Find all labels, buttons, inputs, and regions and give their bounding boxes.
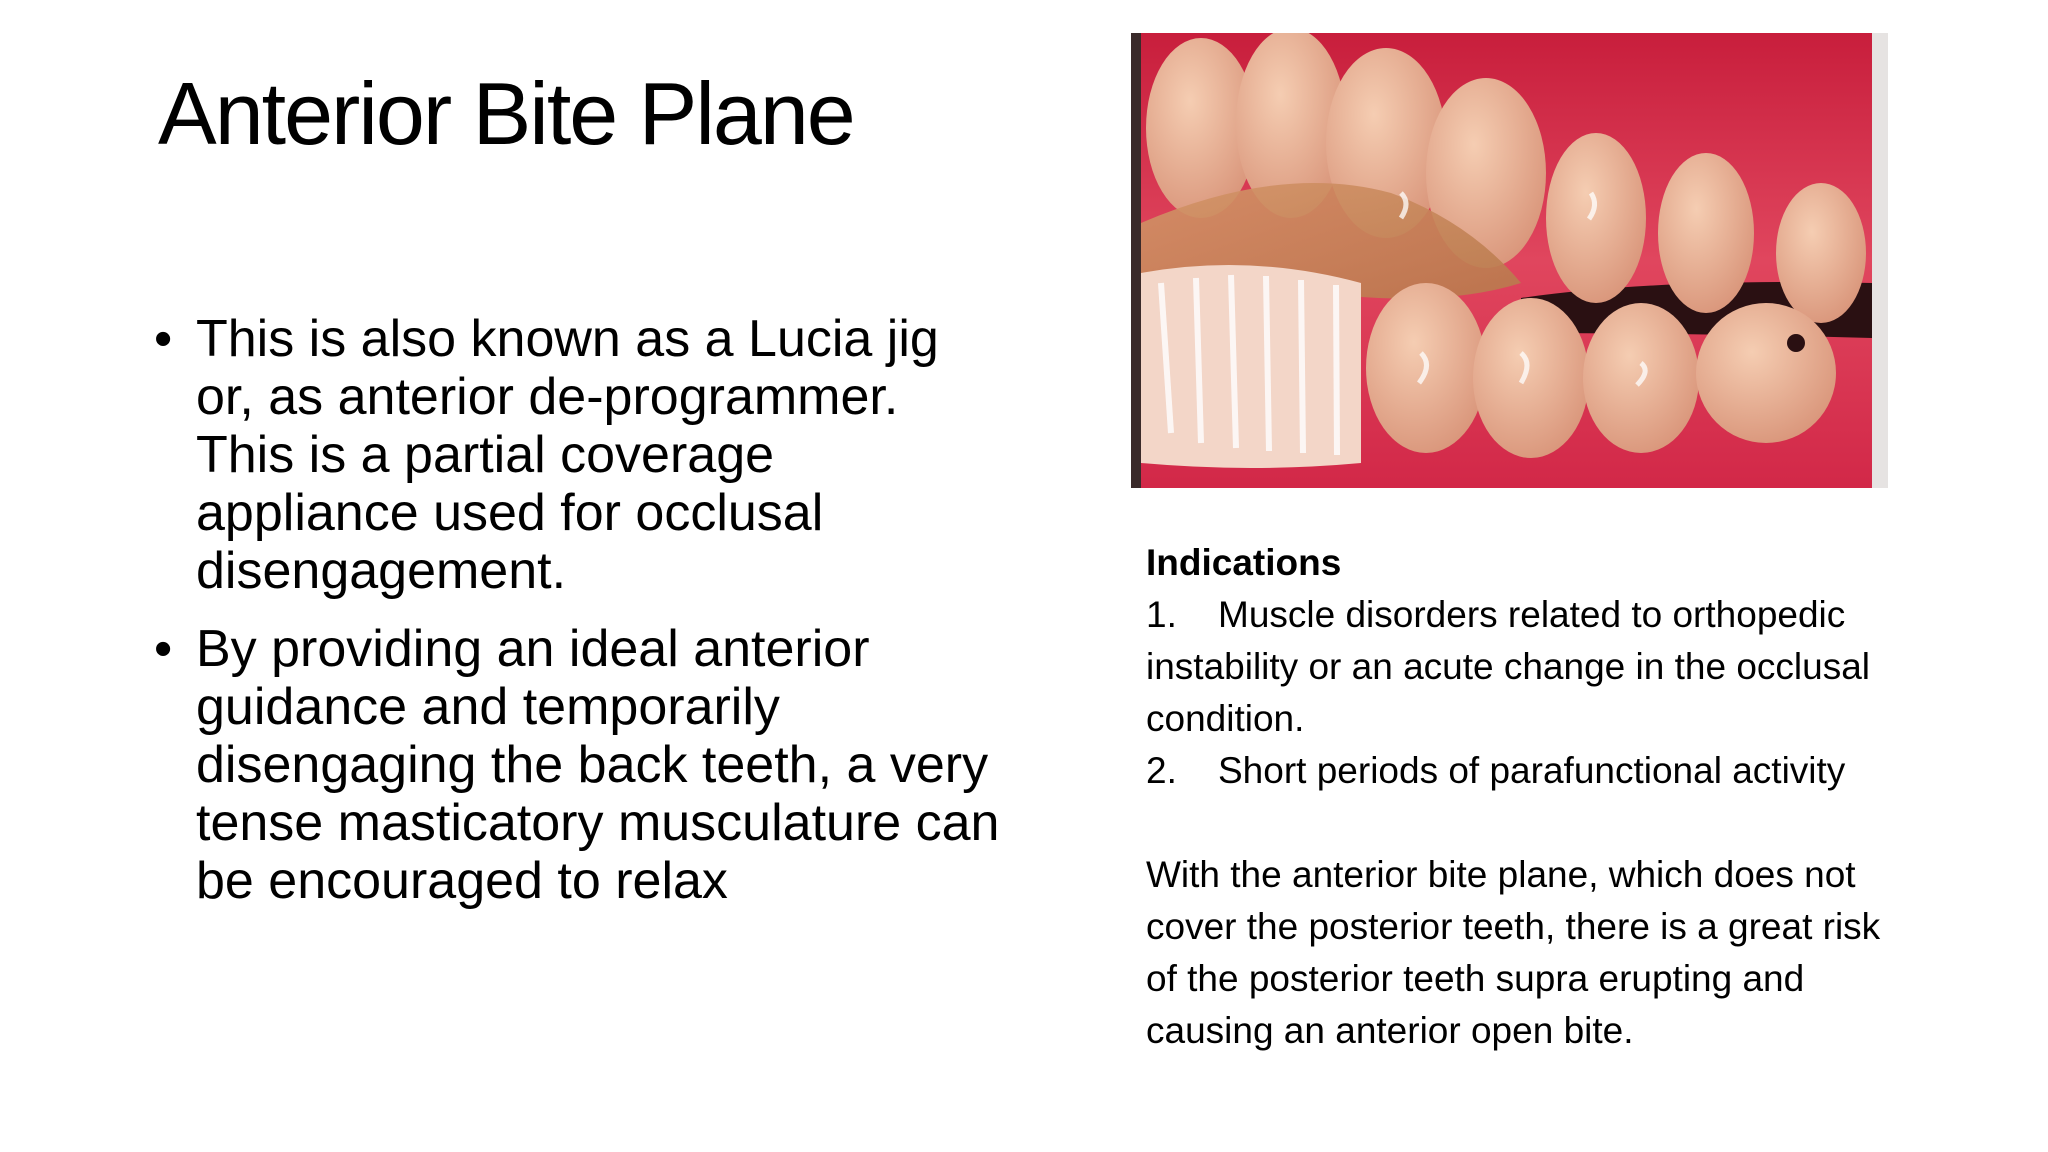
indications-note: With the anterior bite plane, which does not cover the posterior teeth, there is a great risk of the posterior teeth supra erupting and causing an anterior open bite. <box>1146 854 1881 1051</box>
indications-panel <box>1146 537 1916 1057</box>
slide-title: Anterior Bite Plane <box>158 64 854 163</box>
bullet-item: • By providing an ideal anterior guidance and temporarily disengaging the back teeth, a very tense masticatory musculature can be encouraged to relax <box>150 620 1010 910</box>
spacer <box>1146 797 1916 849</box>
indications-list <box>1146 589 1916 797</box>
indication-number: 2. <box>1146 750 1177 791</box>
indication-item <box>1146 745 1916 797</box>
indication-item <box>1146 589 1916 745</box>
indication-number: 1. <box>1146 594 1177 635</box>
bullet-item: • This is also known as a Lucia jig or, as anterior de-programmer. This is a partial coverage appliance used for occlusal disengagement. <box>150 310 1010 600</box>
bullet-list <box>150 310 1010 930</box>
indication-text: Short periods of parafunctional activity <box>1218 750 1846 791</box>
indications-heading: Indications <box>1146 542 1342 583</box>
dental-photo <box>1131 33 1888 488</box>
indication-text: Muscle disorders related to orthopedic instability or an acute change in the occlusal condition. <box>1146 594 1870 739</box>
teeth-illustration <box>1141 33 1872 488</box>
